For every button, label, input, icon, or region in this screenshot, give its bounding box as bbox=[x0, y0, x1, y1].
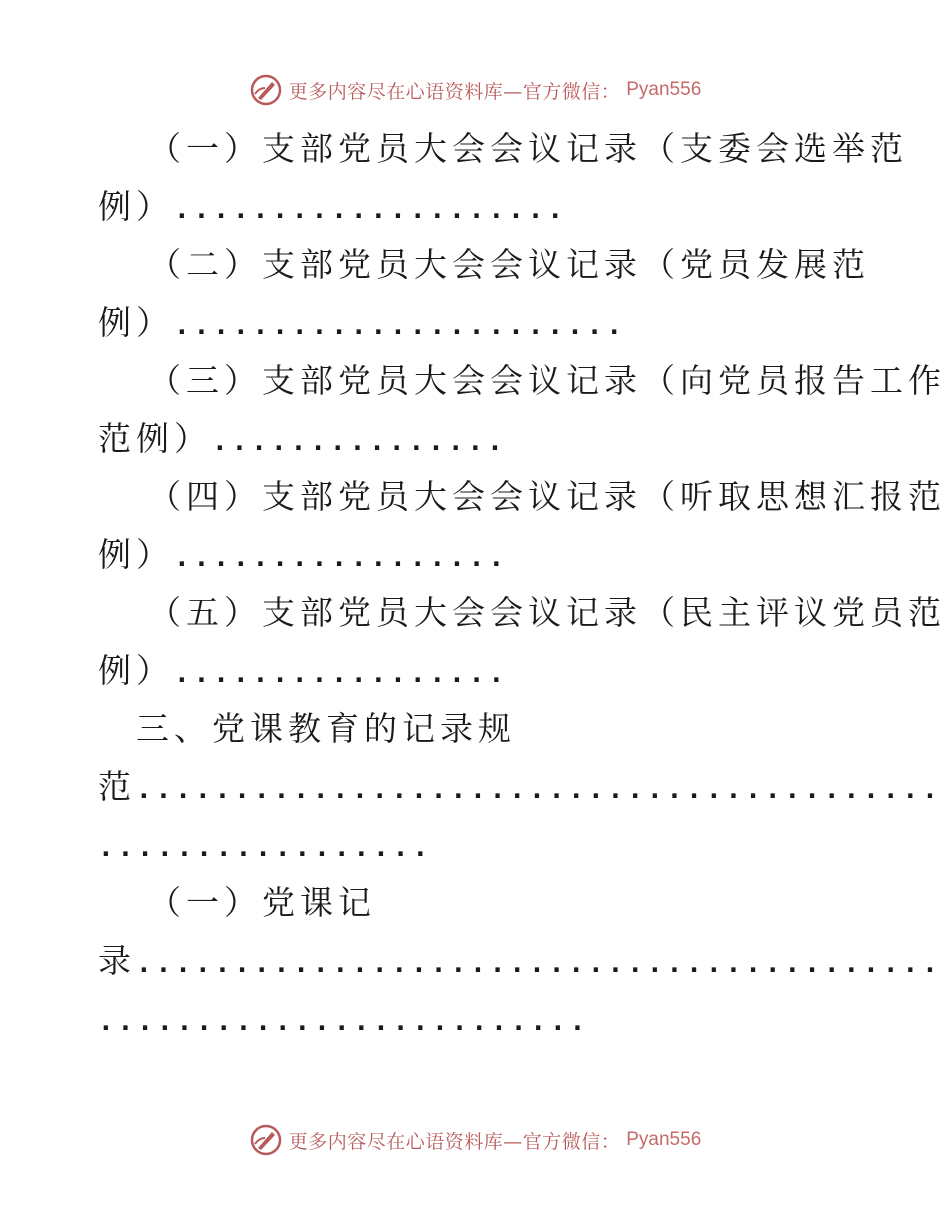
section-3-dots-cont: ................. bbox=[98, 833, 433, 863]
toc-item-1-line1: （一）支部党员大会会议记录（支委会选举范 bbox=[148, 129, 908, 168]
section-3-sub1-dots-cont: ......................... bbox=[98, 1007, 590, 1037]
toc-item-1-text: 例） bbox=[98, 187, 174, 226]
toc-item-2-text: 例） bbox=[98, 303, 174, 342]
footer-banner bbox=[0, 1120, 950, 1160]
toc-item-4-text: 例） bbox=[98, 535, 174, 574]
footer-wechat-id: Pyan556 bbox=[626, 1129, 702, 1150]
section-3-line3 bbox=[98, 816, 858, 874]
toc-item-3-dots: ............... bbox=[212, 427, 507, 457]
section-3-sub1-text: 录 bbox=[98, 941, 136, 980]
toc-item-3-text: 范例） bbox=[98, 419, 212, 458]
section-3-sub1-title: （一）党课记 bbox=[148, 883, 376, 922]
toc-item-5-line1: （五）支部党员大会会议记录（民主评议党员范 bbox=[148, 593, 946, 632]
toc-item-5-dots: ................. bbox=[174, 659, 509, 689]
toc-item-1-dots: .................... bbox=[174, 195, 568, 225]
pen-logo-icon bbox=[249, 1123, 283, 1157]
toc-content bbox=[98, 120, 946, 1048]
toc-item-4-line2 bbox=[98, 526, 858, 584]
toc-item-3-line2 bbox=[98, 410, 858, 468]
toc-item-1-line2 bbox=[98, 178, 858, 236]
header-banner-text: 更多内容尽在心语资料库—官方微信： bbox=[288, 80, 621, 103]
section-3-dots: ......................................... bbox=[136, 775, 942, 805]
section-3-sub1-line2 bbox=[98, 932, 942, 990]
toc-item-2-line2 bbox=[98, 294, 858, 352]
section-3-sub1-line3 bbox=[98, 990, 858, 1048]
toc-item-5-text: 例） bbox=[98, 651, 174, 690]
section-3-sub1-dots: ......................................... bbox=[136, 949, 942, 979]
toc-item-2-line1: （二）支部党员大会会议记录（党员发展范 bbox=[148, 245, 870, 284]
section-3-title: 三、党课教育的记录规 bbox=[136, 709, 516, 748]
toc-item-2-dots: ....................... bbox=[174, 311, 627, 341]
section-3-text: 范 bbox=[98, 767, 136, 806]
footer-banner-text: 更多内容尽在心语资料库—官方微信： bbox=[288, 1130, 621, 1153]
toc-item-4-dots: ................. bbox=[174, 543, 509, 573]
section-3-line2 bbox=[98, 758, 942, 816]
toc-item-4-line1: （四）支部党员大会会议记录（听取思想汇报范 bbox=[148, 477, 946, 516]
header-banner bbox=[0, 70, 950, 110]
toc-item-5-line2 bbox=[98, 642, 858, 700]
toc-item-3-line1: （三）支部党员大会会议记录（向党员报告工作 bbox=[148, 361, 946, 400]
pen-logo-icon bbox=[249, 73, 283, 107]
header-wechat-id: Pyan556 bbox=[626, 79, 702, 100]
